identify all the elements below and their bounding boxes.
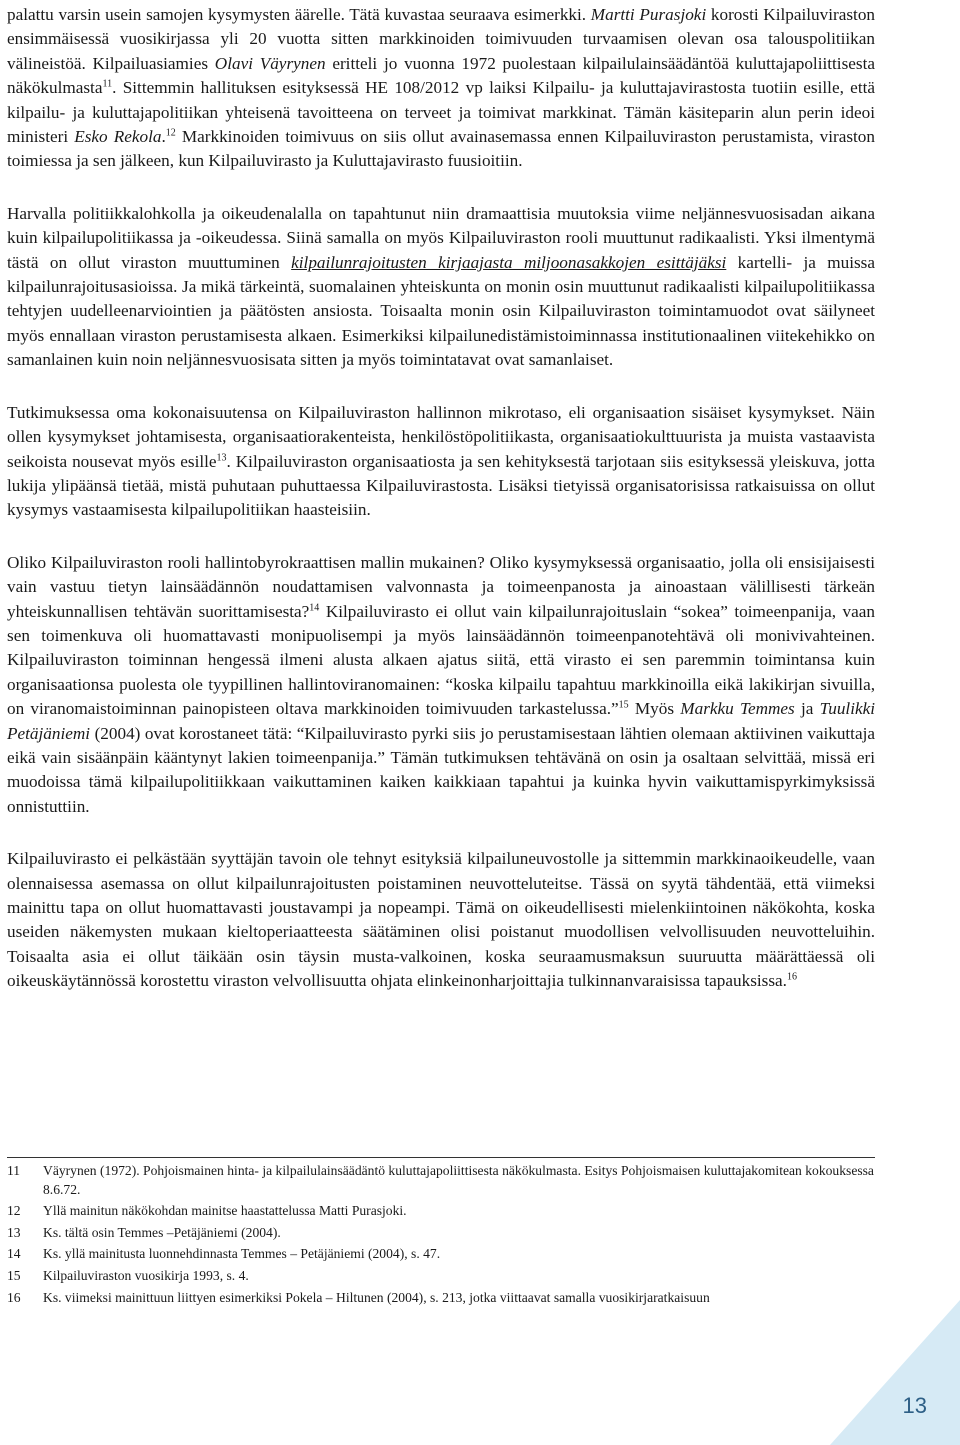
paragraph-2: Harvalla politiikkalohkolla ja oikeudenalalla on tapahtunut niin dramaattisia muutoksia viime neljännesvuosisadan aikana kuin kilpailupolitiikassa ja -oikeudessa. Siinä samalla on myös Kilpailuviraston rooli muuttunut radikaalisti. Yksi ilmentymä tästä on ollut viraston muuttuminen kilpailunrajoitusten kirjaajasta miljoonasakkojen esittäjäksi kartelli- ja muissa kilpailunrajoitusasioissa. Ja mikä tärkeintä, suomalainen yhteiskunta on monin osin muuttunut radikaalisti kilpailupolitiikassa tehtyjen uudelleenarviointien ja päätösten ansiosta. Toisaalta monin osin Kilpailuviraston toimintamuodot ovat säilyneet myös ennallaan viraston perustamisesta alkaen. Esimerkiksi kilpailunedistämistoiminnassa institutionaalinen viitekehikko on samanlainen kuin noin neljännesvuosisata sitten ja myös toimintatavat ovat samanlaiset. bbox=[7, 203, 875, 370]
paragraph-5: Kilpailuvirasto ei pelkästään syyttäjän tavoin ole tehnyt esityksiä kilpailuneuvostolle ja sittemmin markkinaoikeudelle, vaan olennaisessa asemassa on ollut kilpailunrajoitusten poistaminen neuvotteluteitse. Tässä on syytä tähdentää, että viimeksi mainittu tapa on ollut huomattavasti joustavampi ja nopeampi. Tämä on oikeudellisesti mielenkiintoinen näkökohta, koska useiden näkemysten mukaan kieltoperiaatteesta säätäminen olisi poistanut muodollisen velvollisuuden neuvotteluihin. Toisaalta asia ei ollut täikään osin täysin musta-valkoinen, koska seuraamusmaksun suuruutta määrättäessä oli oikeuskäytännössä korostettu viraston velvollisuutta ohjata elinkeinonharjoittajia tulkinnanvaraisissa tapauksissa.$^{16}$ bbox=[7, 849, 875, 991]
footnote-number: 12 bbox=[7, 1203, 21, 1219]
footnote-text: Yllä mainitun näkökohdan mainitse haastattelussa Matti Purasjoki. bbox=[43, 1203, 407, 1219]
footnote-text: Ks. yllä mainitusta luonnehdinnasta Temmes – Petäjäniemi (2004), s. 47. bbox=[43, 1246, 441, 1262]
paragraph-1: palattu varsin usein samojen kysymysten äärelle. Tätä kuvastaa seuraava esimerkki. Martti Purasjoki korosti Kilpailuviraston ensimmäisessä vuosikirjassa yli 20 vuotta sitten markkinoiden toimivuuden turvaamisen olevan osa talouspolitiikan välineistöä. Kilpailuasiamies Olavi Väyrynen eritteli jo vuonna 1972 puolestaan kilpailulainsäädäntöä kuluttajapoliittisesta näkökulmasta$^{11}$. Sittemmin hallituksen esityksessä HE 108/2012 vp laiksi Kilpailu- ja kuluttajavirastosta tuotiin esille, että kilpailu- ja kuluttajapolitiikan yhteisenä tavoitteena on terveet ja toimivat markkinat. Tämän käsiteparin alun perin ideoi ministeri Esko Rekola.$^{12}$ Markkinoiden toimivuus on siis ollut avainasemassa ennen Kilpailuviraston perustamista, viraston toimiessa ja sen jälkeen, kun Kilpailuvirasto ja Kuluttajavirasto fuusioitiin. bbox=[7, 5, 876, 171]
footnote-12 bbox=[7, 1202, 875, 1221]
footnotes bbox=[7, 1157, 875, 1310]
footnote-text: Kilpailuviraston vuosikirja 1993, s. 4. bbox=[43, 1267, 249, 1283]
footnote-text: Väyrynen (1972). Pohjoismainen hinta- ja kilpailulainsäädäntö kuluttajapoliittisesta näkökulmasta. Esitys Pohjoismaisen kuluttajakomitean kokouksessa 8.6.72. bbox=[43, 1163, 874, 1197]
footnote-number: 15 bbox=[7, 1267, 21, 1283]
body-text bbox=[7, 3, 875, 1022]
footnote-11 bbox=[7, 1162, 875, 1199]
footnote-number: 13 bbox=[7, 1224, 21, 1240]
footnote-16 bbox=[7, 1289, 875, 1308]
corner-decoration bbox=[830, 1300, 960, 1445]
footnote-text: Ks. tältä osin Temmes –Petäjäniemi (2004). bbox=[43, 1224, 281, 1240]
footnote-13 bbox=[7, 1224, 875, 1243]
footnote-text: Ks. viimeksi mainittuun liittyen esimerkiksi Pokela – Hiltunen (2004), s. 213, jotka viittaavat samalla vuosikirjaratkaisuun bbox=[43, 1289, 710, 1305]
footnote-number: 14 bbox=[7, 1246, 21, 1262]
footnote-number: 11 bbox=[7, 1163, 21, 1178]
paragraph-4: Oliko Kilpailuviraston rooli hallintobyrokraattisen mallin mukainen? Oliko kysymyksessä organisaatio, jolla oli ensisijaisesti vain vastuu tietyn lainsäädännön noudattamisen valvonnasta ja toimeenpanosta ja ainoastaan välillisesti tärkeän yhteiskunnallisen tehtävän suorittamisesta?$^{14}$ Kilpailuvirasto ei ollut vain kilpailunrajoituslain “sokea” toimeenpanija, vaan sen toimenkuva oli huomattavasti monipuolisempi ja myös lainsäädännön toimeenpanotehtävä oli monivivahteinen. Kilpailuviraston toiminnan hengessä ilmeni alusta alkaen ajatus siitä, että virasto ei sen paremmin toimintansa kuin organisaationsa puolesta ole tyypillinen hallintoviranomainen: “koska kilpailu tapahtuu markkinoilla eikä lakikirjan sivuilla, on viranomaistoiminnan painopisteen oltava markkinoiden toimivuuden tarkastelussa.”$^{15}$ Myös Markku Temmes ja Tuulikki Petäjäniemi (2004) ovat korostaneet tätä: “Kilpailuvirasto pyrki siis jo perustamisestaan lähtien olemaan aktiivinen vaikuttaja eikä vain sisäänpäin kääntynyt lakien toimeenpanija.” Tämän tutkimuksen tehtävänä on osin ja osaltaan selvittää, missä eri muodoissa tämä kilpailupolitiikkaan vaikuttaminen kaiken kaikkiaan tapahtui ja kuinka hyvin vaikuttamispyrkimyksissä onnistuttiin. bbox=[7, 552, 876, 816]
footnote-number: 16 bbox=[7, 1289, 21, 1305]
corner-triangle bbox=[830, 1300, 960, 1445]
paragraph-3: Tutkimuksessa oma kokonaisuutensa on Kilpailuviraston hallinnon mikrotaso, eli organisaation sisäiset kysymykset. Näin ollen kysymykset johtamisesta, organisaatiorakenteista, henkilöstöpolitiikasta, organisaatiokulttuurista ja muista vastaavista seikoista nousevat myös esille$^{13}$. Kilpailuviraston organisaatiosta ja sen kehityksestä tarjotaan siis esityksessä yleiskuva, jotta lukija ylipäänsä tietää, mistä puhutaan puhuttaessa Kilpailuvirastosta. Lisäksi tietyissä organisatorisissa ratkaisuissa on ollut kysymys vastaamisesta kilpailupolitiikan haasteisiin. bbox=[7, 402, 875, 520]
footnote-15 bbox=[7, 1267, 875, 1286]
footnote-14 bbox=[7, 1245, 875, 1264]
page-number: 13 bbox=[902, 1393, 927, 1418]
